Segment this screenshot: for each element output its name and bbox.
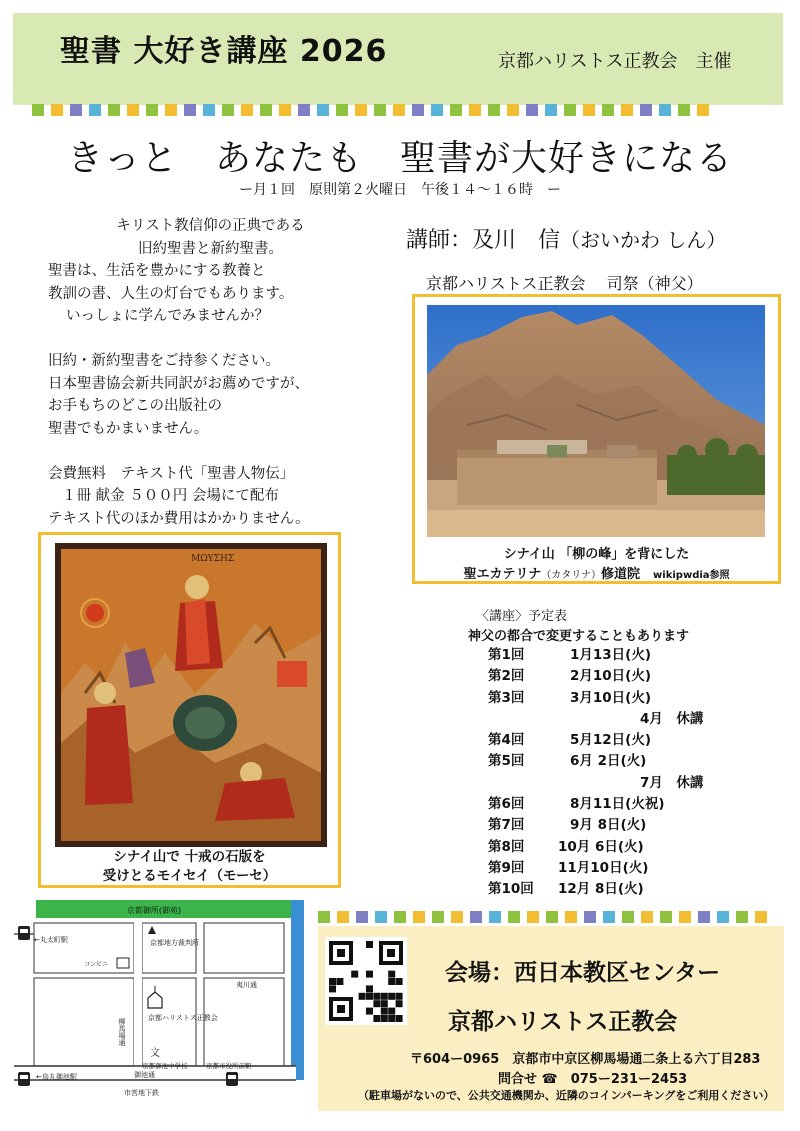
photo-caption-part: （カタリナ）	[541, 570, 602, 581]
intro-line: 旧約聖書と新約聖書。	[138, 240, 283, 257]
decorative-dot	[241, 104, 253, 116]
map-label-marutamachi: ←丸太町駅	[34, 936, 68, 944]
decorative-dot	[51, 104, 63, 116]
intro-line	[48, 440, 393, 463]
qr-module	[366, 941, 373, 948]
venue-address: 〒604ー0965 京都市中京区柳馬場通二条上る六丁目283	[410, 1052, 761, 1067]
decorative-dot	[564, 104, 576, 116]
schedule-row	[488, 815, 703, 836]
decorative-dot	[583, 104, 595, 116]
lecturer-title: 京都ハリストス正教会 司祭（神父）	[426, 274, 703, 293]
schedule-session: 第8回	[488, 838, 525, 855]
school-icon: 文	[150, 1048, 160, 1059]
venue-name: 会場：西日本教区センター	[445, 960, 721, 986]
decorative-dot	[413, 911, 425, 923]
schedule-date: 3月10日(火)	[570, 689, 652, 706]
venue-church: 京都ハリストス正教会	[448, 1009, 678, 1035]
decorative-dot-strip	[318, 911, 767, 923]
schedule-session: 第6回	[488, 796, 525, 813]
decorative-dot	[393, 104, 405, 116]
decorative-dot	[298, 104, 310, 116]
decorative-dot	[450, 104, 462, 116]
schedule-table	[488, 645, 703, 901]
decorative-dot	[127, 104, 139, 116]
decorative-dot	[603, 911, 615, 923]
schedule-row	[488, 773, 703, 794]
qr-module	[373, 993, 380, 1000]
decorative-dot	[70, 104, 82, 116]
decorative-dot	[279, 104, 291, 116]
decorative-dot	[717, 911, 729, 923]
schedule-date: 1月13日(火)	[570, 647, 652, 663]
schedule-session: 第1回	[488, 647, 525, 663]
schedule-session	[488, 709, 558, 730]
contact-phone[interactable]: 問合せ ☎ 075ー231ー2453	[498, 1072, 688, 1087]
photo-caption-part: 修道院	[601, 567, 641, 582]
decorative-dot	[527, 911, 539, 923]
schedule-date: 6月 2日(火)	[570, 753, 647, 770]
intro-line: 教訓の書、人生の灯台でもあります。	[48, 285, 294, 302]
decorative-dot	[697, 104, 709, 116]
schedule-date: 2月10日(火)	[570, 668, 652, 685]
lecturer-name: 講師：及川 信	[406, 228, 561, 253]
map-label-gosho: 京都御所(御苑)	[126, 906, 182, 915]
intro-line: １冊 献金 ５００円 会場にて配布	[62, 488, 279, 504]
schedule-row	[488, 645, 703, 666]
schedule-note: 神父の都合で変更することもあります	[468, 629, 690, 644]
schedule-row	[488, 709, 703, 730]
schedule-date: 12月 8日(火)	[558, 881, 644, 898]
intro-line: キリスト教信仰の正典である	[116, 218, 305, 234]
schedule-row	[488, 837, 703, 858]
schedule-session: 第2回	[488, 668, 525, 685]
decorative-dot	[432, 911, 444, 923]
schedule-date: 5月12日(火)	[570, 732, 652, 749]
moses-icon-painting	[55, 543, 327, 847]
decorative-dot	[698, 911, 710, 923]
qr-code[interactable]	[325, 937, 407, 1025]
photo-caption-line1: シナイ山 「柳の峰」を背にした	[503, 547, 690, 562]
decorative-dot	[184, 104, 196, 116]
schedule-session: 第10回	[488, 881, 534, 898]
icon-caption	[41, 848, 338, 886]
parking-note: （駐車場がないので、公共交通機関か、近隣のコインパーキングをご利用ください）	[358, 1089, 775, 1102]
store-icon	[117, 958, 129, 968]
qr-module	[329, 985, 336, 992]
intro-line: 旧約・新約聖書をご持参ください。	[48, 353, 280, 369]
map-label-school: 京都御池中学校	[142, 1062, 188, 1070]
decorative-dot-strip	[32, 104, 709, 116]
organizer: 京都ハリストス正教会 主催	[498, 51, 732, 72]
schedule-row	[488, 794, 703, 815]
map-label-court: 京都地方裁判所	[150, 939, 199, 947]
map-label-yanaginobanba: 柳馬場通	[118, 1018, 126, 1046]
qr-module	[366, 1008, 373, 1015]
qr-module	[366, 993, 373, 1000]
qr-module	[396, 1000, 403, 1007]
icon-caption-line2: 受けとるモイセイ（モーセ）	[102, 868, 277, 884]
qr-module	[381, 1008, 388, 1015]
train-icon	[18, 926, 30, 940]
decorative-dot	[660, 911, 672, 923]
decorative-dot	[32, 104, 44, 116]
decorative-dot	[89, 104, 101, 116]
decorative-dot	[451, 911, 463, 923]
qr-module	[351, 971, 358, 978]
decorative-dot	[526, 104, 538, 116]
schedule-row	[488, 751, 703, 772]
map-label-oike: 御池通	[134, 1071, 155, 1079]
lecturer	[406, 223, 726, 254]
qr-module	[396, 978, 403, 985]
decorative-dot	[355, 104, 367, 116]
decorative-dot	[678, 104, 690, 116]
train-icon	[18, 1072, 30, 1086]
decorative-dot	[337, 911, 349, 923]
decorative-dot	[565, 911, 577, 923]
qr-module	[381, 1015, 388, 1022]
decorative-dot	[146, 104, 158, 116]
qr-module	[381, 993, 388, 1000]
monastery-photo-frame	[412, 294, 781, 584]
decorative-dot	[679, 911, 691, 923]
decorative-dot	[508, 911, 520, 923]
schedule-session: 第5回	[488, 753, 525, 770]
decorative-dot	[545, 104, 557, 116]
schedule-session: 第9回	[488, 859, 525, 876]
qr-module	[388, 1008, 395, 1015]
decorative-dot	[356, 911, 368, 923]
qr-module	[388, 1015, 395, 1022]
qr-module	[373, 1000, 380, 1007]
church-icon	[148, 986, 162, 1008]
decorative-dot	[489, 911, 501, 923]
map-label-karasuma-oike: ←烏丸御池駅	[36, 1073, 77, 1081]
intro-line: 聖書は、生活を豊かにする教養と	[48, 263, 266, 279]
access-map	[14, 896, 306, 1108]
intro-line: 日本聖書協会新共同訳がお薦めですが、	[48, 375, 309, 392]
qr-module	[329, 978, 336, 985]
schedule-session: 第3回	[488, 689, 525, 706]
schedule-date: 8月11日(火祝)	[570, 796, 665, 813]
decorative-dot	[641, 911, 653, 923]
schedule-row	[488, 688, 703, 709]
decorative-dot	[584, 911, 596, 923]
decorative-dot	[470, 911, 482, 923]
schedule-title: 〈講座〉予定表	[476, 609, 568, 624]
tagline: きっと あなたも 聖書が大好きになる	[66, 138, 733, 179]
schedule-date: 7月 休講	[640, 774, 704, 791]
decorative-dot	[222, 104, 234, 116]
schedule-session: 第7回	[488, 817, 525, 834]
decorative-dot	[640, 104, 652, 116]
decorative-dot	[736, 911, 748, 923]
train-icon	[226, 1072, 238, 1086]
qr-module	[359, 993, 366, 1000]
decorative-dot	[755, 911, 767, 923]
map-label-cityhall: 京都市役所前駅	[206, 1062, 252, 1070]
intro-line	[48, 328, 393, 351]
decorative-dot	[546, 911, 558, 923]
icon-caption-line1: シナイ山で 十戒の石版を	[113, 849, 266, 865]
icon-inscription: ΜΩΥΣΗΣ	[191, 554, 235, 564]
map-label-church: 京都ハリストス正教会	[148, 1014, 218, 1022]
decorative-dot	[659, 104, 671, 116]
lecturer-reading: （おいかわ しん）	[560, 228, 727, 252]
decorative-dot	[318, 911, 330, 923]
decorative-dot	[507, 104, 519, 116]
schedule-session: 第4回	[488, 732, 525, 749]
qr-module	[373, 1015, 380, 1022]
decorative-dot	[108, 104, 120, 116]
intro-line: 会費無料 テキスト代「聖書人物伝」	[48, 465, 295, 482]
decorative-dot	[317, 104, 329, 116]
qr-module	[336, 978, 343, 985]
qr-module	[396, 1015, 403, 1022]
schedule-session	[488, 773, 558, 794]
decorative-dot	[374, 104, 386, 116]
schedule-row	[488, 858, 703, 879]
intro-line: お手もちのどこの出版社の	[48, 398, 222, 414]
qr-module	[388, 978, 395, 985]
decorative-dot	[488, 104, 500, 116]
decorative-dot	[203, 104, 215, 116]
decorative-dot	[431, 104, 443, 116]
photo-caption-part: 聖エカテリナ	[463, 567, 542, 582]
decorative-dot	[602, 104, 614, 116]
qr-module	[396, 993, 403, 1000]
intro-text	[48, 215, 393, 530]
qr-module	[388, 971, 395, 978]
moses-icon-frame	[38, 532, 341, 888]
decorative-dot	[469, 104, 481, 116]
page-title: 聖書 大好き講座 2026	[60, 34, 388, 69]
court-icon	[148, 926, 156, 934]
monastery-photo	[427, 305, 765, 537]
decorative-dot	[412, 104, 424, 116]
photo-credit: wikipwdia参照	[653, 570, 730, 581]
schedule-row	[488, 666, 703, 687]
decorative-dot	[375, 911, 387, 923]
schedule-summary: ー月１回 原則第２火曜日 午後１４～１６時 ー	[239, 182, 561, 198]
intro-line: 聖書でもかまいません。	[48, 420, 209, 437]
qr-module	[381, 1000, 388, 1007]
schedule-date: 10月 6日(火)	[558, 838, 644, 855]
photo-caption-line2	[415, 563, 778, 582]
decorative-dot	[260, 104, 272, 116]
schedule-date: 11月10日(火)	[558, 859, 649, 876]
map-label-ebisugawa: 夷川通	[236, 981, 257, 989]
decorative-dot	[621, 104, 633, 116]
decorative-dot	[336, 104, 348, 116]
schedule-row	[488, 730, 703, 751]
decorative-dot	[165, 104, 177, 116]
qr-module	[366, 971, 373, 978]
map-label-convenience: コンビニ	[84, 961, 109, 968]
decorative-dot	[622, 911, 634, 923]
qr-module	[366, 985, 373, 992]
intro-line: いっしょに学んでみませんか？	[66, 308, 269, 324]
intro-line: テキスト代のほか費用はかかりません。	[48, 510, 310, 527]
qr-module	[388, 993, 395, 1000]
schedule-date: 4月 休講	[640, 710, 704, 727]
schedule-date: 9月 8日(火)	[570, 817, 647, 834]
map-label-subway: 市営地下鉄	[124, 1089, 159, 1097]
decorative-dot	[394, 911, 406, 923]
schedule-row	[488, 879, 703, 900]
